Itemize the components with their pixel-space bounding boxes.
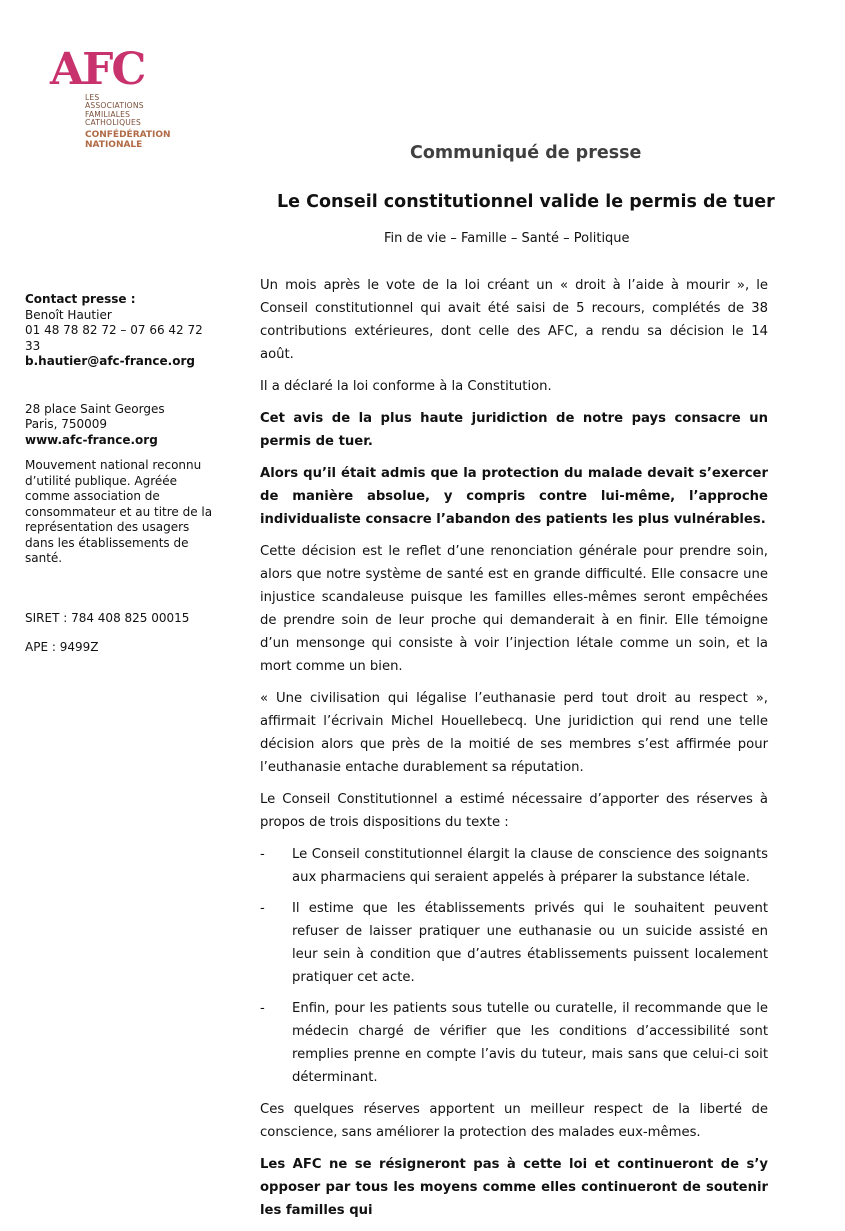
paragraph-emphasis: Alors qu’il était admis que la protection du malade devait s’exercer de manière absolue, y compris contre lui-même, l’approche individualiste consacre l’abandon des patients les plus vulnérables.: [260, 466, 768, 527]
address-line2: Paris, 750009: [25, 417, 108, 431]
list-item: - Il estime que les établissements privés qui le souhaitent peuvent refuser de laisser pratiquer une euthanasie ou un suicide assisté en leur sein à condition que d’autres établissements puissent localement pratiquer cet acte.: [260, 901, 768, 985]
organization-description: Mouvement national reconnu d’utilité publique. Agréée comme association de consommateur et au titre de la représentation des usagers dans les établissements de santé.: [25, 458, 213, 565]
siret: SIRET : 784 408 825 00015: [25, 610, 190, 625]
address-line1: 28 place Saint Georges: [25, 401, 165, 416]
svg-text:AFC: AFC: [50, 44, 144, 90]
afc-logo-mark: [48, 44, 144, 90]
press-release-body: [260, 274, 768, 1231]
list-item: - Le Conseil constitutionnel élargit la clause de conscience des soignants aux pharmaciens qui seraient appelés à préparer la substance létale.: [260, 847, 768, 885]
paragraph-emphasis: Cet avis de la plus haute juridiction de notre pays consacre un permis de tuer.: [260, 411, 768, 449]
afc-logo-confederation: CONFÉDÉRATION NATIONALE: [85, 129, 171, 150]
press-contact: [25, 292, 215, 370]
paragraph: Ces quelques réserves apportent un meilleur respect de la liberté de conscience, sans améliorer la protection des malades eux-mêmes.: [260, 1102, 768, 1140]
contact-label: Contact presse :: [25, 292, 136, 306]
sidebar: [25, 292, 215, 656]
document-type-heading: Communiqué de presse: [410, 143, 642, 163]
reservations-list: [260, 843, 768, 1089]
topic-tags: Fin de vie – Famille – Santé – Politique: [384, 231, 630, 246]
contact-phones: 01 48 78 82 72 – 07 66 42 72 33: [25, 323, 203, 353]
press-release-title: Le Conseil constitutionnel valide le permis de tuer: [277, 192, 775, 212]
address-block: [25, 402, 215, 449]
contact-name: Benoît Hautier: [25, 307, 112, 322]
paragraph: Le Conseil Constitutionnel a estimé nécessaire d’apporter des réserves à propos de trois dispositions du texte :: [260, 792, 768, 830]
contact-email-link[interactable]: b.hautier@afc-france.org: [25, 354, 195, 368]
afc-logo-text: LES ASSOCIATIONS FAMILIALES CATHOLIQUES: [85, 93, 144, 128]
paragraph-emphasis: Les AFC ne se résigneront pas à cette loi et continueront de s’y opposer par tous les moyens comme elles continueront de soutenir les familles qui: [260, 1157, 768, 1218]
paragraph: Un mois après le vote de la loi créant un « droit à l’aide à mourir », le Conseil constitutionnel qui avait été saisi de 5 recours, complétés de 38 contributions extérieures, dont celle des AFC, a rendu sa décision le 14 août.: [260, 278, 768, 362]
afc-logo: [48, 44, 198, 150]
list-item: - Enfin, pour les patients sous tutelle ou curatelle, il recommande que le médecin chargé de vérifier que les conditions d’accessibilité sont remplies prenne en compte l’avis du tuteur, mais sans que celui-ci soit déterminant.: [260, 1001, 768, 1085]
website-link[interactable]: www.afc-france.org: [25, 432, 158, 447]
ape: APE : 9499Z: [25, 640, 99, 654]
paragraph: Il a déclaré la loi conforme à la Constitution.: [260, 379, 552, 394]
paragraph: « Une civilisation qui légalise l’euthanasie perd tout droit au respect », affirmait l’écrivain Michel Houellebecq. Une juridiction qui rend une telle décision alors que près de la moitié de ses membres s’est affirmée pour l’euthanasie entache durablement sa réputation.: [260, 691, 768, 775]
paragraph: Cette décision est le reflet d’une renonciation générale pour prendre soin, alors que notre système de santé est en grande difficulté. Elle consacre une injustice scandaleuse puisque les familles elles-mêmes seront empêchées de prendre soin de leur proche qui demanderait à en finir. Elle témoigne d’un mensonge qui consiste à voir l’injection létale comme un soin, et la mort comme un bien.: [260, 544, 768, 674]
